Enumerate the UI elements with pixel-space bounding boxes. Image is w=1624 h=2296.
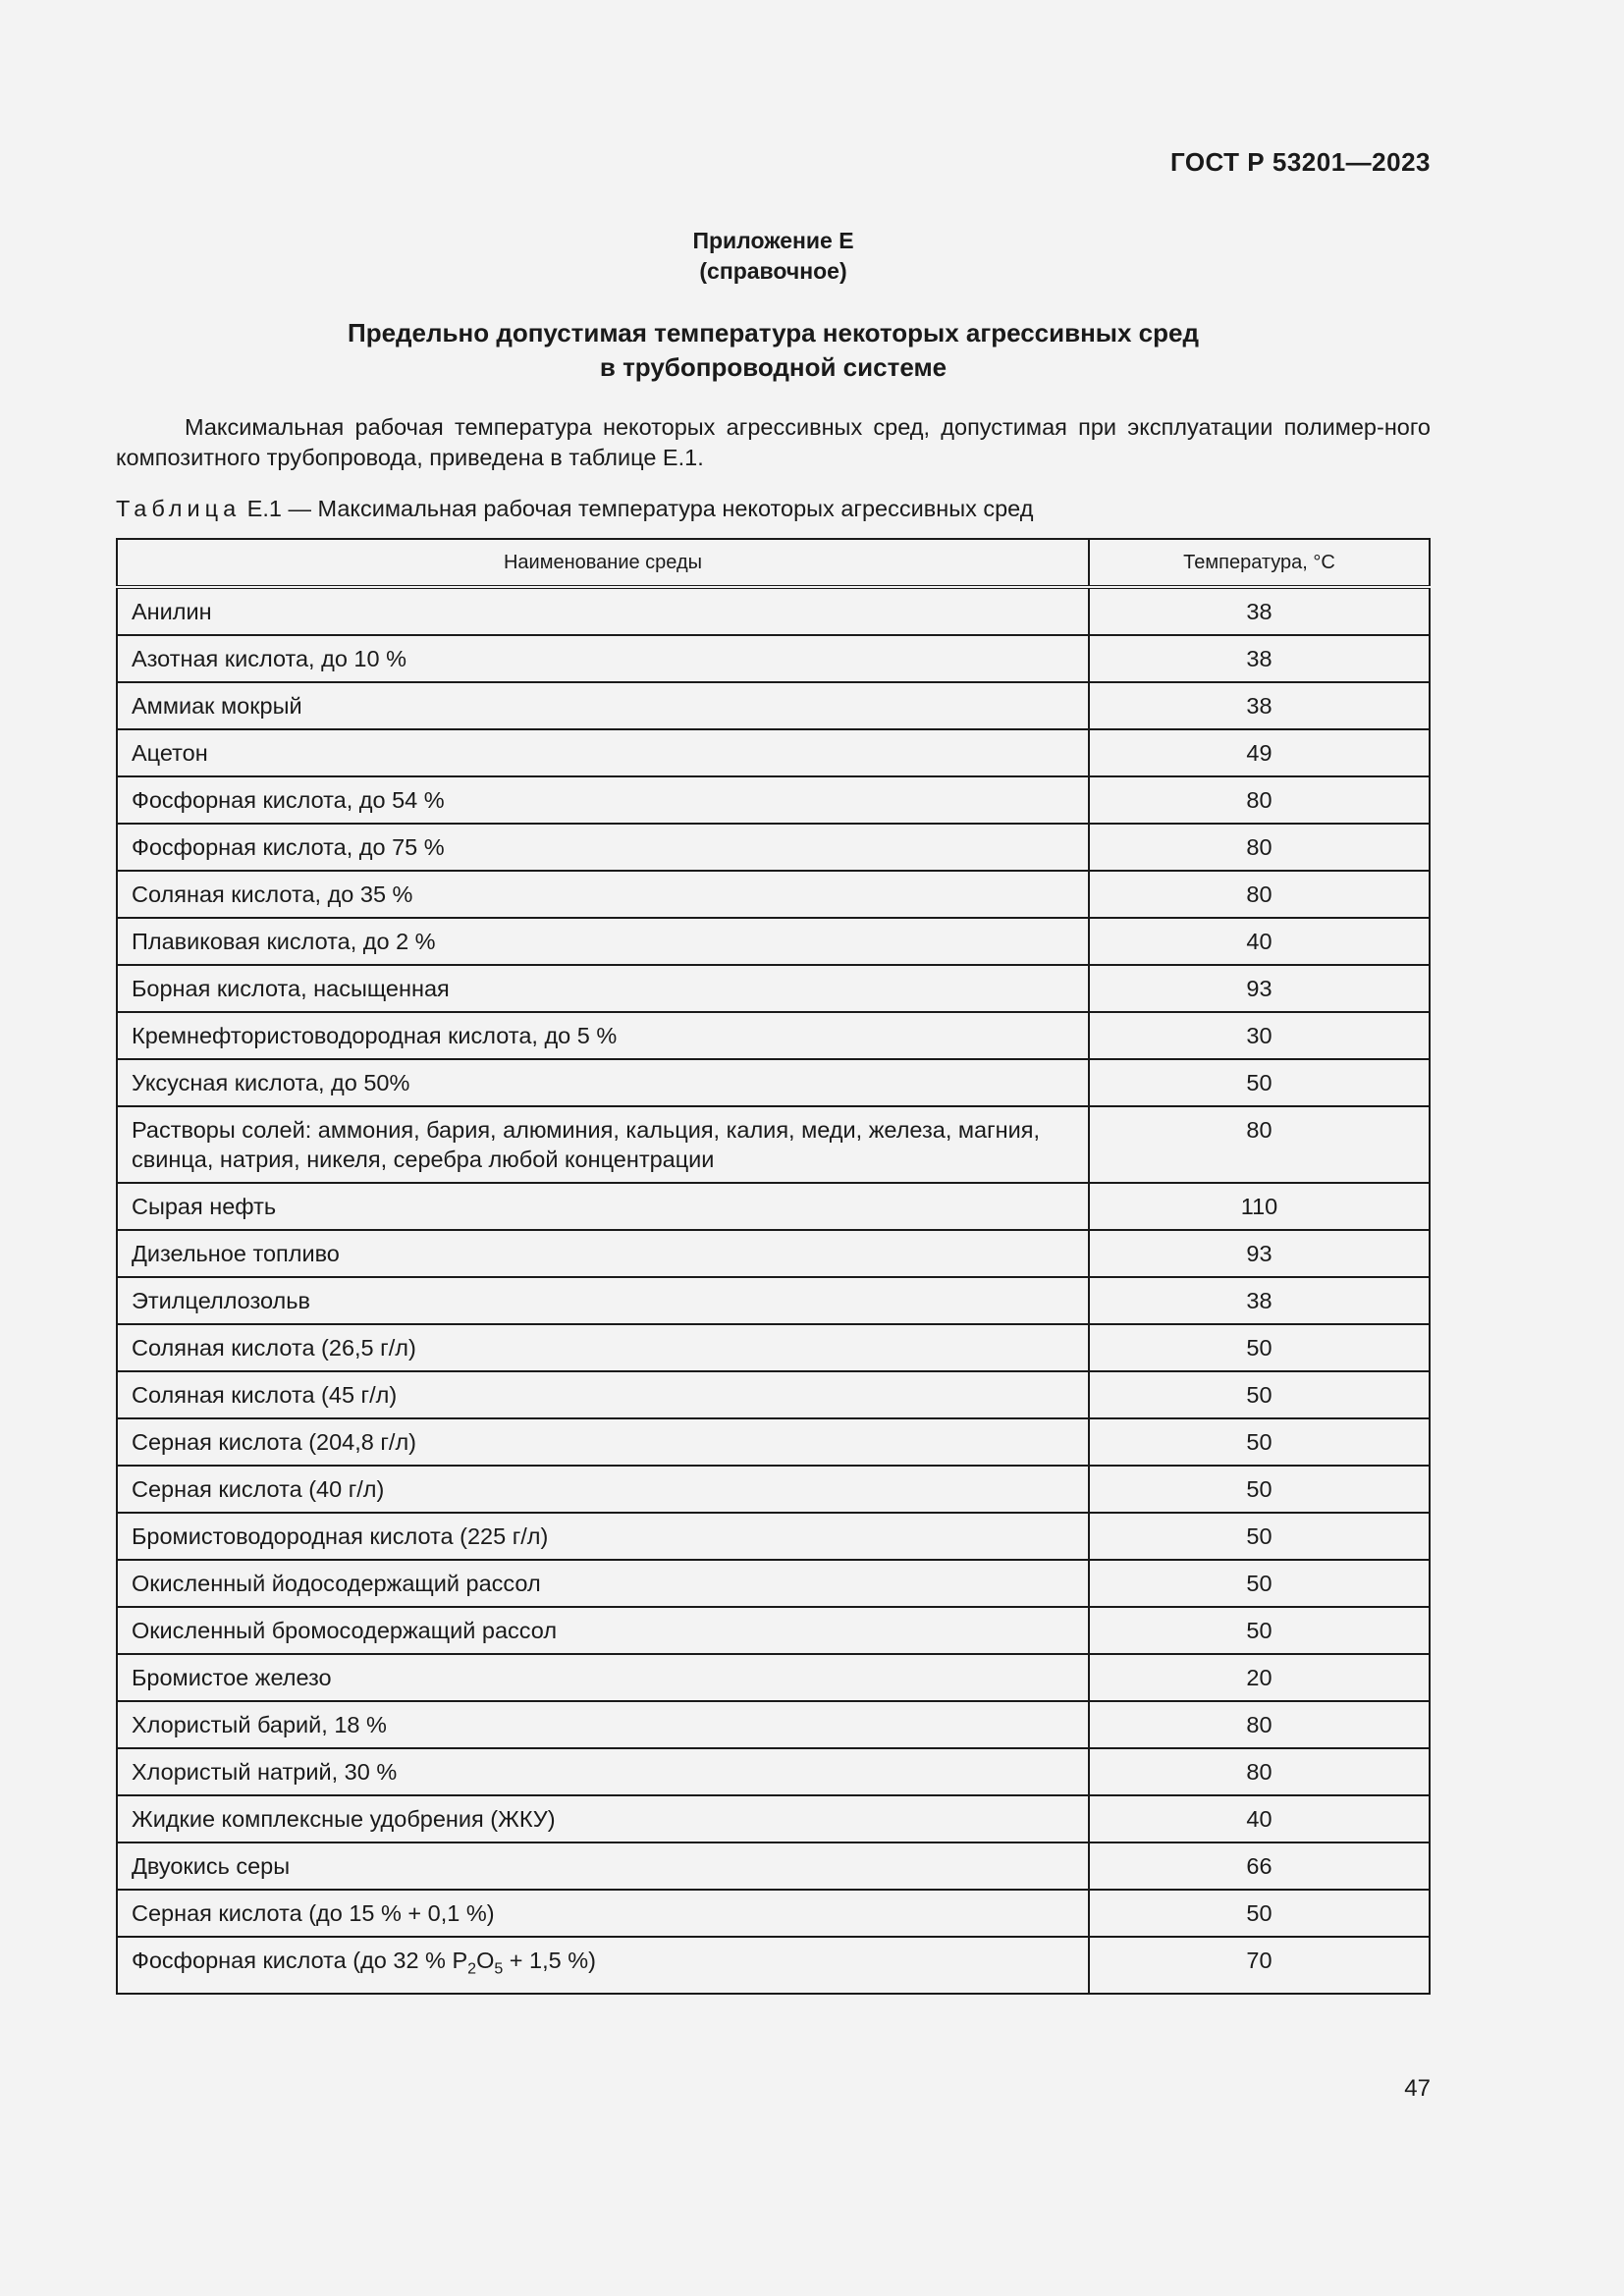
medium-name-cell: Борная кислота, насыщенная	[117, 965, 1089, 1012]
table-row	[117, 1230, 1430, 1277]
appendix-heading	[0, 226, 1546, 287]
table-row	[117, 1890, 1430, 1937]
section-heading	[0, 316, 1546, 385]
temperature-cell: 49	[1089, 729, 1430, 776]
medium-name-cell: Фосфорная кислота, до 75 %	[117, 824, 1089, 871]
intro-paragraph	[116, 412, 1431, 473]
appendix-title: Приложение Е	[692, 228, 854, 253]
medium-name-cell: Аммиак мокрый	[117, 682, 1089, 729]
table-caption-prefix: Таблица	[116, 496, 242, 521]
temperature-cell: 80	[1089, 1701, 1430, 1748]
temperature-cell: 93	[1089, 965, 1430, 1012]
table-row	[117, 918, 1430, 965]
table-row	[117, 1748, 1430, 1795]
temperature-cell: 50	[1089, 1059, 1430, 1106]
table-caption	[116, 496, 1033, 522]
medium-name-cell: Растворы солей: аммония, бария, алюминия, кальция, калия, меди, железа, магния, свинца, натрия, никеля, серебра любой концентрации	[117, 1106, 1089, 1183]
standard-number: ГОСТ Р 53201—2023	[1169, 147, 1431, 177]
formula-part: Фосфорная кислота (до 32 % P	[132, 1948, 468, 1973]
table-row	[117, 1842, 1430, 1890]
medium-name-cell: Анилин	[117, 587, 1089, 635]
medium-name-cell: Двуокись серы	[117, 1842, 1089, 1890]
table-row	[117, 635, 1430, 682]
table-row	[117, 1466, 1430, 1513]
formula-part: 5	[494, 1960, 504, 1978]
section-heading-line-1: Предельно допустимая температура некоторых агрессивных сред	[348, 318, 1199, 347]
temperature-cell: 50	[1089, 1466, 1430, 1513]
temperature-cell: 80	[1089, 871, 1430, 918]
medium-name-cell: Фосфорная кислота, до 54 %	[117, 776, 1089, 824]
temperature-cell: 50	[1089, 1890, 1430, 1937]
temperature-cell: 40	[1089, 1795, 1430, 1842]
table-row	[117, 682, 1430, 729]
temperature-cell: 40	[1089, 918, 1430, 965]
medium-name-cell: Хлористый натрий, 30 %	[117, 1748, 1089, 1795]
table-body	[117, 587, 1430, 1994]
temperature-cell: 80	[1089, 776, 1430, 824]
medium-name-cell: Хлористый барий, 18 %	[117, 1701, 1089, 1748]
table-row	[117, 1059, 1430, 1106]
temperature-cell: 20	[1089, 1654, 1430, 1701]
temperature-cell: 70	[1089, 1937, 1430, 1994]
temperature-cell: 66	[1089, 1842, 1430, 1890]
table-row	[117, 824, 1430, 871]
table-row	[117, 776, 1430, 824]
table-row	[117, 965, 1430, 1012]
table-row	[117, 1106, 1430, 1183]
table-row	[117, 871, 1430, 918]
medium-name-cell: Соляная кислота, до 35 %	[117, 871, 1089, 918]
table-row	[117, 1324, 1430, 1371]
table-row	[117, 1371, 1430, 1418]
temperature-cell: 50	[1089, 1607, 1430, 1654]
medium-name-cell: Серная кислота (40 г/л)	[117, 1466, 1089, 1513]
temperature-cell: 80	[1089, 1106, 1430, 1183]
table-row	[117, 1701, 1430, 1748]
temperature-table	[116, 538, 1431, 1995]
medium-name-cell: Уксусная кислота, до 50%	[117, 1059, 1089, 1106]
temperature-cell: 38	[1089, 635, 1430, 682]
temperature-cell: 38	[1089, 587, 1430, 635]
table-row	[117, 1560, 1430, 1607]
medium-name-cell: Окисленный йодосодержащий рассол	[117, 1560, 1089, 1607]
table-row	[117, 729, 1430, 776]
medium-name-cell: Плавиковая кислота, до 2 %	[117, 918, 1089, 965]
medium-name-cell: Сырая нефть	[117, 1183, 1089, 1230]
medium-name-cell: Окисленный бромосодержащий рассол	[117, 1607, 1089, 1654]
temperature-cell: 50	[1089, 1324, 1430, 1371]
medium-name-cell: Бромистоводородная кислота (225 г/л)	[117, 1513, 1089, 1560]
table-caption-text: Е.1 — Максимальная рабочая температура некоторых агрессивных сред	[241, 496, 1034, 521]
medium-name-cell: Ацетон	[117, 729, 1089, 776]
formula-part: 2	[467, 1960, 477, 1978]
temperature-cell: 80	[1089, 1748, 1430, 1795]
temperature-cell: 50	[1089, 1560, 1430, 1607]
temperature-cell: 38	[1089, 682, 1430, 729]
table-row	[117, 1937, 1430, 1994]
formula-part: + 1,5 %)	[503, 1948, 596, 1973]
temperature-cell: 93	[1089, 1230, 1430, 1277]
temperature-cell: 38	[1089, 1277, 1430, 1324]
medium-name-cell: Этилцеллозольв	[117, 1277, 1089, 1324]
table-header-row	[117, 539, 1430, 587]
appendix-status: (справочное)	[699, 258, 847, 284]
table-row	[117, 1795, 1430, 1842]
intro-text: Максимальная рабочая температура некоторых агрессивных сред, допустимая при эксплуатации полимер-ного композитного трубопровода, приведена в таблице Е.1.	[116, 414, 1431, 470]
table-row	[117, 1183, 1430, 1230]
temperature-cell: 50	[1089, 1371, 1430, 1418]
medium-name-cell: Азотная кислота, до 10 %	[117, 635, 1089, 682]
table-row	[117, 1654, 1430, 1701]
medium-name-cell: Серная кислота (до 15 % + 0,1 %)	[117, 1890, 1089, 1937]
table-row	[117, 1012, 1430, 1059]
medium-name-cell: Кремнефтористоводородная кислота, до 5 %	[117, 1012, 1089, 1059]
medium-name-cell: Бромистое железо	[117, 1654, 1089, 1701]
medium-name-cell: Соляная кислота (45 г/л)	[117, 1371, 1089, 1418]
section-heading-line-2: в трубопроводной системе	[599, 352, 947, 382]
medium-name-cell: Серная кислота (204,8 г/л)	[117, 1418, 1089, 1466]
temperature-cell: 50	[1089, 1418, 1430, 1466]
temperature-cell: 80	[1089, 824, 1430, 871]
formula-part: O	[476, 1948, 495, 1973]
medium-name-cell: Соляная кислота (26,5 г/л)	[117, 1324, 1089, 1371]
temperature-cell: 110	[1089, 1183, 1430, 1230]
temperature-cell: 30	[1089, 1012, 1430, 1059]
page-number: 47	[1404, 2075, 1431, 2102]
table-row	[117, 587, 1430, 635]
table-row	[117, 1418, 1430, 1466]
table-row	[117, 1607, 1430, 1654]
table-row	[117, 1277, 1430, 1324]
medium-name-cell: Жидкие комплексные удобрения (ЖКУ)	[117, 1795, 1089, 1842]
column-header-medium: Наименование среды	[117, 539, 1089, 587]
temperature-cell: 50	[1089, 1513, 1430, 1560]
medium-name-cell: Дизельное топливо	[117, 1230, 1089, 1277]
table-row	[117, 1513, 1430, 1560]
column-header-temperature: Температура, °С	[1089, 539, 1430, 587]
medium-name-cell	[117, 1937, 1089, 1994]
